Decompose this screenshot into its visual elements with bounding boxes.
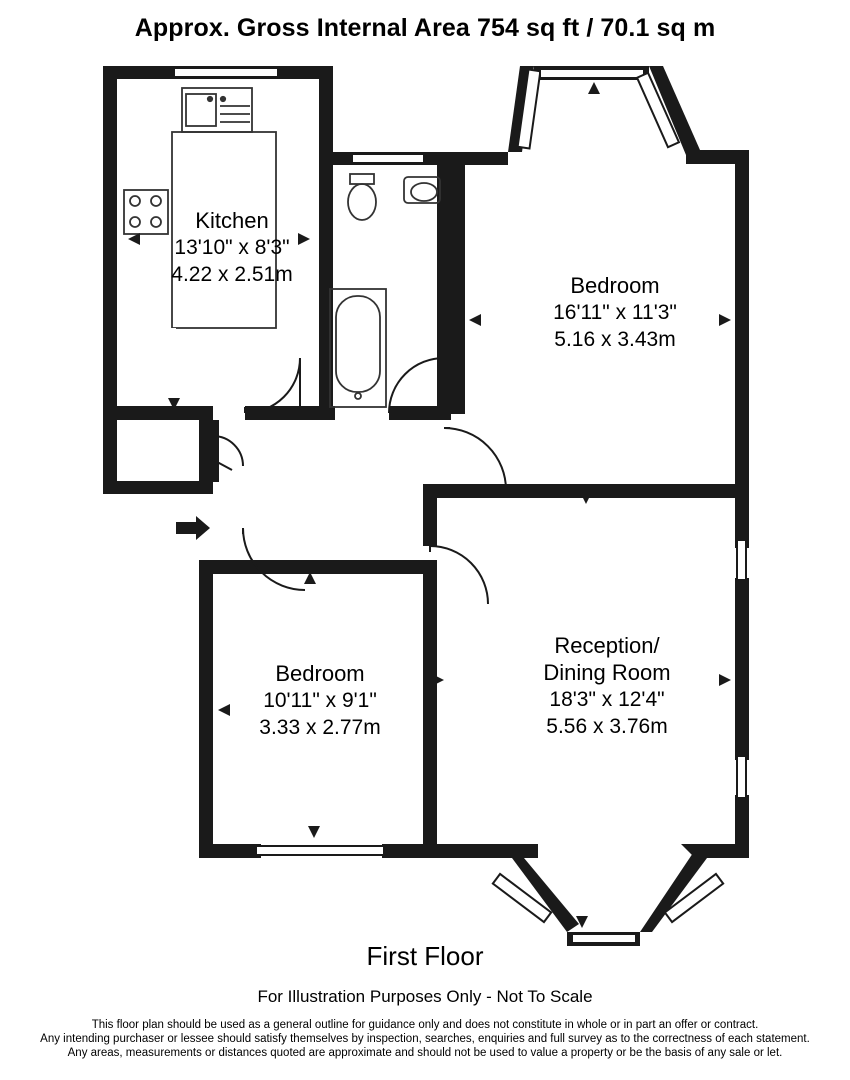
room-dim-imperial-kitchen: 13'10" x 8'3": [174, 236, 290, 259]
window-bay-center: [540, 69, 644, 78]
room-dim-metric-bedroom-2: 3.33 x 2.77m: [259, 716, 381, 739]
room-dim-imperial-bedroom-1: 16'11" x 11'3": [553, 301, 677, 324]
room-dim-imperial-bedroom-2: 10'11" x 9'1": [263, 689, 377, 712]
room-name-bedroom-1: Bedroom: [570, 273, 660, 298]
room-name-kitchen: Kitchen: [195, 208, 269, 233]
disclaimer-text: For Illustration Purposes Only - Not To Scale: [257, 987, 593, 1006]
door-arc-bedroom1: [444, 428, 506, 490]
room-label-bedroom-2: [205, 660, 435, 741]
entrance-arrow-icon: [176, 516, 210, 540]
room-dim-metric-reception: 5.56 x 3.76m: [546, 715, 668, 738]
basin-icon: [404, 177, 440, 203]
page-title: Approx. Gross Internal Area 754 sq ft / 70.1 sq m: [134, 14, 716, 42]
room-name-reception-line2: Dining Room: [543, 660, 671, 685]
room-label-kitchen: [122, 207, 342, 288]
room-dim-metric-kitchen: 4.22 x 2.51m: [171, 263, 293, 286]
room-label-reception-dining: [492, 632, 722, 740]
room-name-reception-line1: Reception/: [554, 633, 660, 658]
fineprint-line-2: Any intending purchaser or lessee should satisfy themselves by inspection, searches, enquiries and full survey as to the correctness of each statement.: [40, 1033, 810, 1045]
window-right-lower: [737, 756, 746, 798]
window-kitchen-top: [174, 68, 278, 77]
fineprint-line-3: Any areas, measurements or distances quoted are approximate and should not be used to value a property or be the basis of any sale or let.: [67, 1047, 783, 1059]
door-arc-bedroom2: [243, 528, 305, 590]
room-label-bedroom-1: [500, 272, 730, 353]
floor-label: First Floor: [366, 941, 484, 971]
toilet-cistern-icon: [350, 174, 374, 184]
toilet-bowl-icon: [348, 184, 376, 220]
window-bathroom-top: [352, 154, 424, 163]
sink-tap-icon: [208, 97, 212, 101]
sink-tap-icon: [221, 97, 225, 101]
door-arc-kitchen: [245, 358, 300, 413]
door-arc-bathroom: [389, 358, 444, 413]
fineprint-line-1: This floor plan should be used as a general outline for guidance only and does not constitute in whole or in part an offer or contract.: [91, 1019, 759, 1031]
room-name-bedroom-2: Bedroom: [275, 661, 365, 686]
door-arc-reception: [430, 546, 488, 604]
room-dim-metric-bedroom-1: 5.16 x 3.43m: [554, 328, 676, 351]
wall-outline: [103, 66, 749, 946]
window-right-upper: [737, 540, 746, 580]
room-dim-imperial-reception: 18'3" x 12'4": [549, 688, 665, 711]
window-bedroom2-bottom: [256, 846, 384, 855]
